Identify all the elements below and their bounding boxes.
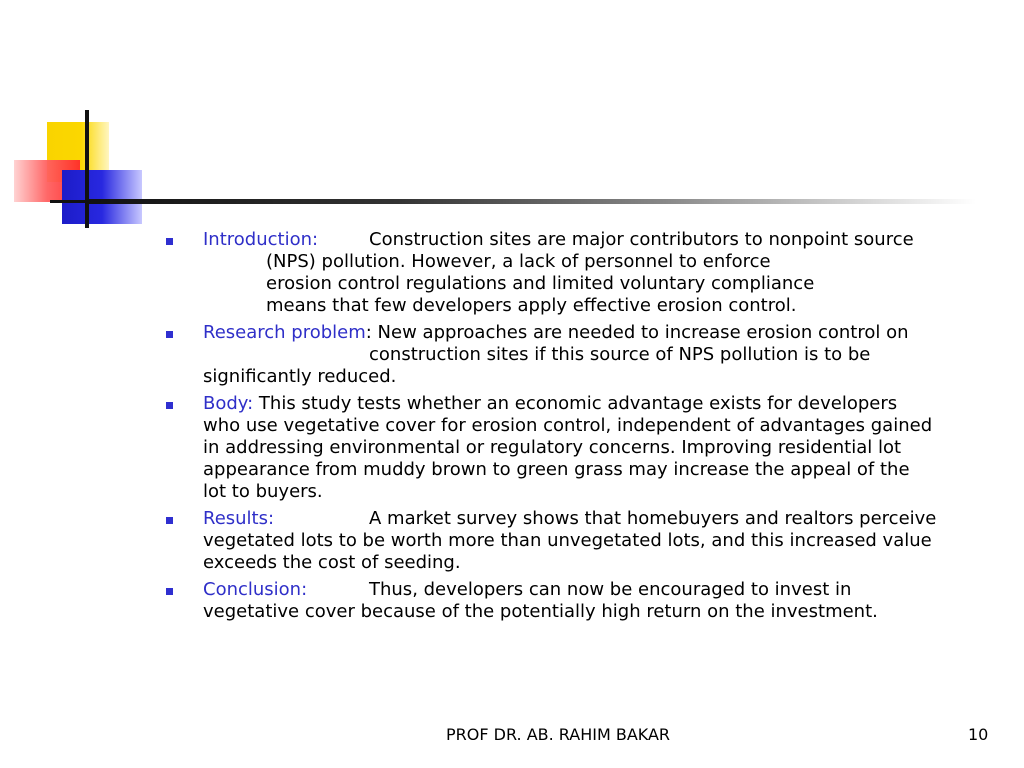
text-line: vegetated lots to be worth more than unvegetated lots, and this increased value [203,530,932,551]
bullet-square-icon [166,517,173,524]
text-line: in addressing environmental or regulatory concerns. Improving residential lot [203,437,902,458]
section-text: A market survey shows that homebuyers and realtors perceive [369,508,937,529]
short-horizontal-rule [50,200,90,203]
title-underline-rule [86,199,976,204]
text-line: vegetative cover because of the potentially high return on the investment. [203,601,878,622]
section-text: This study tests whether an economic advantage exists for developers [253,393,898,414]
section-label: Conclusion: [203,579,308,600]
list-item-results [160,508,1012,574]
blue-square-decoration [62,170,142,224]
abstract-bullet-list [160,229,1012,628]
list-item-introduction [160,229,1012,317]
text-line [203,322,1012,344]
page-number: 10 [968,725,989,744]
text-line [203,393,1012,415]
bullet-square-icon [166,238,173,245]
text-line: construction sites if this source of NPS pollution is to be [369,344,871,365]
vertical-rule [85,110,89,228]
bullet-square-icon [166,402,173,409]
text-line: erosion control regulations and limited voluntary compliance [266,273,815,294]
text-line: appearance from muddy brown to green grass may increase the appeal of the [203,459,910,480]
text-line: lot to buyers. [203,481,323,502]
bullet-square-icon [166,588,173,595]
section-text: Thus, developers can now be encouraged to invest in [369,579,852,600]
text-line [203,579,1012,601]
section-label: Body: [203,393,254,414]
text-line: (NPS) pollution. However, a lack of personnel to enforce [266,251,771,272]
list-item-research-problem [160,322,1012,388]
section-text: : New approaches are needed to increase erosion control on [365,322,909,343]
list-item-conclusion [160,579,1012,623]
section-label: Results: [203,508,275,529]
section-label: Introduction: [203,229,319,250]
list-item-body [160,393,1012,503]
bullet-square-icon [166,331,173,338]
text-line: who use vegetative cover for erosion control, independent of advantages gained [203,415,933,436]
text-line: significantly reduced. [203,366,397,387]
footer-author: PROF DR. AB. RAHIM BAKAR [446,725,671,744]
text-line: means that few developers apply effective erosion control. [266,295,797,316]
text-line [203,229,1012,251]
text-line: exceeds the cost of seeding. [203,552,461,573]
title-decoration [0,0,1024,240]
section-label: Research problem [203,322,366,343]
section-text: Construction sites are major contributors to nonpoint source [369,229,914,250]
text-line [203,508,1012,530]
